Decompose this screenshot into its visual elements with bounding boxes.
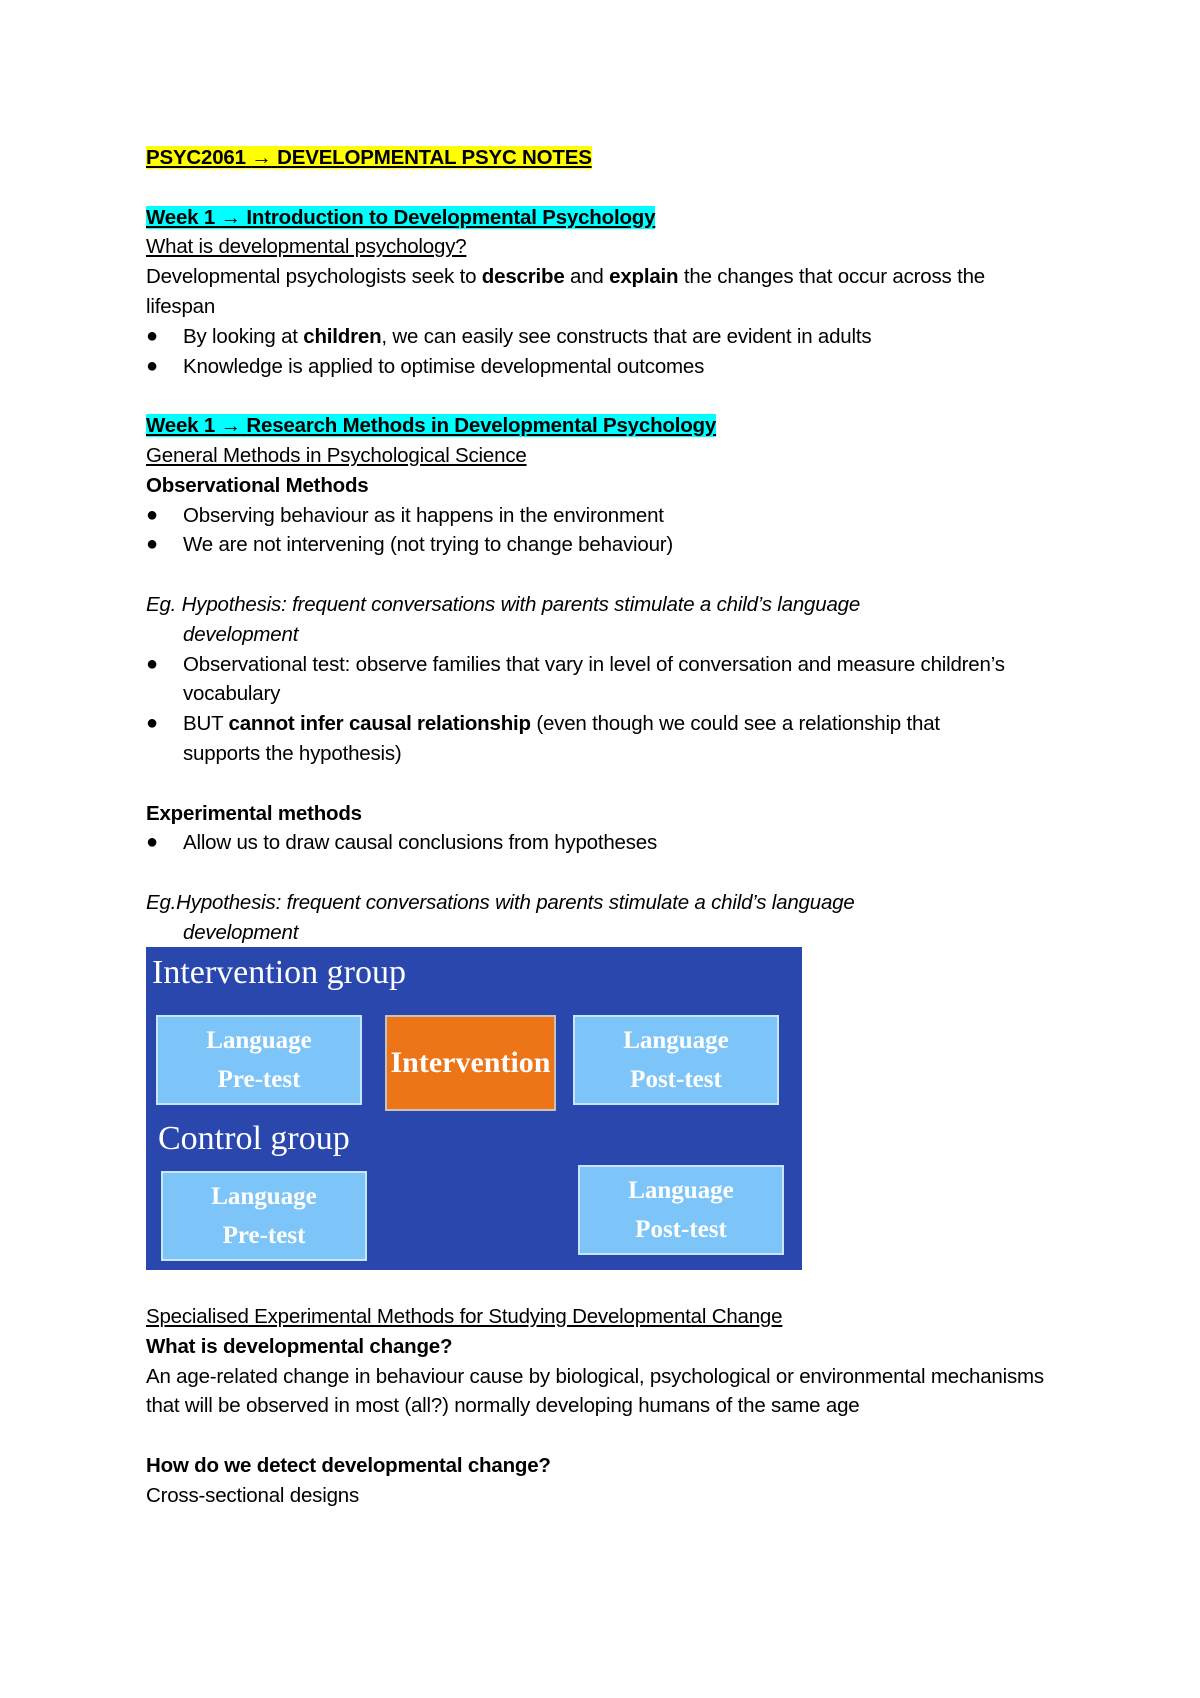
week-label: Week 1: [146, 205, 216, 229]
control-posttest-box: [578, 1165, 784, 1255]
control-pretest-box: [161, 1171, 367, 1261]
heading-highlight: [146, 206, 655, 229]
control-group-title: Control group: [158, 1120, 350, 1157]
example-hypothesis-2: Eg.Hypothesis: frequent conversations with parents stimulate a child’s language: [146, 890, 855, 914]
text-run: Knowledge is applied to optimise developmental outcomes: [183, 354, 705, 378]
bullet-icon: ●: [146, 324, 158, 347]
list-item: [146, 709, 1076, 769]
heading-highlight: [146, 414, 716, 437]
text-run: We are not intervening (not trying to change behaviour): [183, 533, 674, 557]
intervention-group-title: Intervention group: [152, 954, 406, 991]
question-detect-dev-change: How do we detect developmental change?: [146, 1453, 551, 1477]
box-label: Post-test: [630, 1066, 722, 1093]
bullet-icon: ●: [146, 831, 158, 854]
text-run: By looking at: [183, 324, 304, 348]
text-run: , we can easily see constructs that are evident in adults: [381, 324, 872, 348]
intervention-pretest-box: [156, 1015, 362, 1105]
example-hypothesis-1-cont: development: [183, 622, 299, 646]
text-run: Developmental psychologists seek to: [146, 265, 482, 289]
subheading-specialised-methods: Specialised Experimental Methods for Studying Developmental Change: [146, 1305, 783, 1328]
bold-explain: explain: [609, 265, 679, 289]
example-hypothesis-2-cont: development: [183, 920, 299, 944]
observational-methods-heading: Observational Methods: [146, 473, 369, 497]
box-label: Language: [206, 1027, 312, 1054]
title-text: DEVELOPMENTAL PSYC NOTES: [277, 146, 592, 169]
text-run: (even though we could see a relationship that supports the hypothesis): [183, 712, 940, 765]
subheading-general-methods: General Methods in Psychological Science: [146, 443, 527, 467]
arrow-icon: →: [220, 414, 241, 438]
list-item: [146, 322, 1076, 352]
arrow-icon: →: [220, 205, 241, 229]
heading-text: Introduction to Developmental Psychology: [246, 205, 656, 229]
box-label: Language: [628, 1177, 734, 1204]
bold-children: children: [303, 324, 382, 348]
text-run: Allow us to draw causal conclusions from hypotheses: [183, 831, 658, 855]
bullet-icon: ●: [146, 712, 158, 735]
list-item: [146, 352, 1076, 382]
document-title: [146, 143, 1076, 173]
box-label: Language: [623, 1027, 729, 1054]
experimental-methods-heading: Experimental methods: [146, 801, 362, 825]
box-label: Pre-test: [217, 1066, 301, 1093]
week1-methods-heading: [146, 411, 1076, 441]
bullet-icon: ●: [146, 652, 158, 675]
course-code: PSYC2061: [146, 146, 246, 169]
cross-sectional-designs: Cross-sectional designs: [146, 1483, 360, 1507]
bold-causal: cannot infer causal relationship: [228, 712, 531, 736]
experiment-design-diagram: [146, 947, 802, 1270]
text-run: and: [564, 265, 610, 289]
bullet-icon: ●: [146, 503, 158, 526]
text-run: the changes that occur across the lifespan: [146, 265, 985, 318]
arrow-icon: →: [251, 146, 272, 169]
title-highlight: [146, 146, 592, 169]
document-page: [146, 143, 1076, 948]
list-item: [146, 501, 1076, 531]
question-what-is-dev-change: What is developmental change?: [146, 1334, 453, 1358]
box-label: Post-test: [635, 1216, 727, 1243]
intervention-box: [385, 1015, 556, 1111]
list-item: [146, 530, 1076, 560]
bullet-icon: ●: [146, 533, 158, 556]
text-run: Observational test: observe families that vary in level of conversation and measure children’s vocabulary: [183, 652, 1005, 706]
week-label: Week 1: [146, 414, 216, 438]
week1-intro-heading: [146, 203, 1076, 233]
example-hypothesis-1: Eg. Hypothesis: frequent conversations with parents stimulate a child’s language: [146, 592, 861, 616]
list-item: [146, 650, 1076, 710]
text-run: Observing behaviour as it happens in the environment: [183, 503, 664, 527]
list-item: [146, 828, 1076, 858]
subheading-what-is-dev-psych: What is developmental psychology?: [146, 235, 467, 259]
document-page-continued: [146, 1302, 1076, 1511]
text-run: BUT: [183, 712, 229, 736]
box-label: Language: [211, 1183, 317, 1210]
intro-paragraph: [146, 262, 1076, 322]
box-label: Pre-test: [222, 1222, 306, 1249]
intervention-posttest-box: [573, 1015, 779, 1105]
box-label: Intervention: [390, 1046, 551, 1079]
heading-text: Research Methods in Developmental Psychology: [246, 414, 717, 438]
bold-describe: describe: [481, 265, 565, 289]
dev-change-definition: An age-related change in behaviour cause by biological, psychological or environmental mechanisms that will be observed in most (all?) normally developing humans of the same age: [146, 1364, 1044, 1418]
bullet-icon: ●: [146, 354, 158, 377]
